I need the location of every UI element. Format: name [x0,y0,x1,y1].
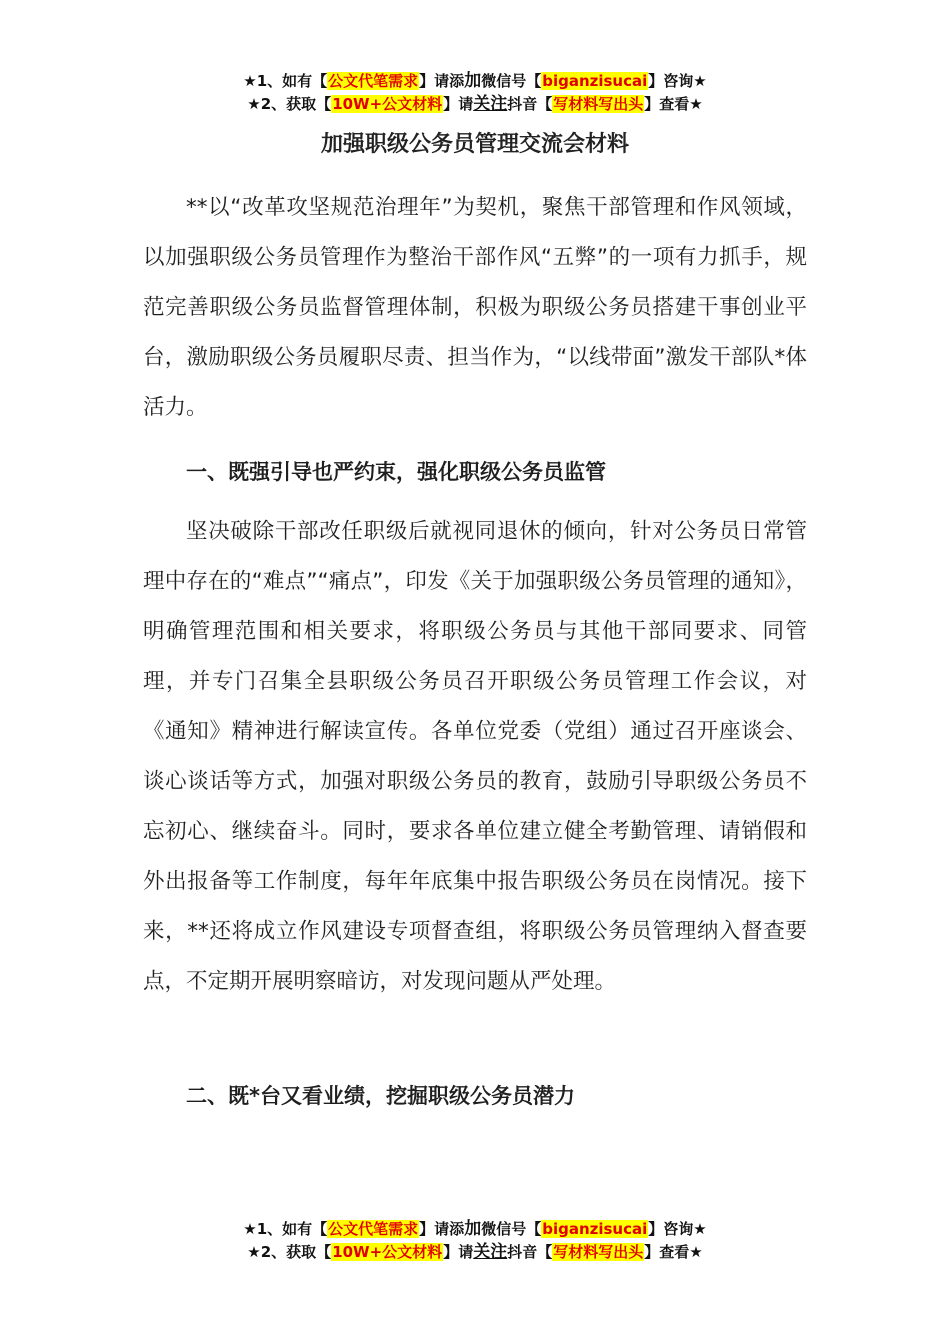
banner-text: ★2、获取【 [247,95,332,113]
bottom-banner [0,1218,950,1264]
banner-text: 抖音【 [507,95,553,113]
banner-text: 】请 [443,1243,474,1261]
banner-emphasis: 加 [464,1219,482,1239]
section-heading-1: 一、既强引导也严约束，强化职级公务员监管 [186,460,606,484]
banner-text: 】查看★ [644,1243,703,1261]
section-heading-2: 二、既*台又看业绩，挖掘职级公务员潜力 [186,1084,575,1108]
banner-line-2 [0,1241,950,1264]
banner-text: 微信号【 [481,1220,542,1238]
banner-line-1 [0,70,950,93]
document-title: 加强职级公务员管理交流会材料 [320,132,629,157]
banner-emphasis: 关注 [473,1242,508,1262]
banner-highlight: 公文代笔需求 [328,72,419,90]
banner-text: 】请添 [419,1220,465,1238]
banner-emphasis: 加 [464,71,482,91]
banner-text: ★1、如有【 [243,1220,328,1238]
top-banner [0,70,950,116]
banner-highlight: biganzisucai [542,72,648,90]
banner-line-2 [0,93,950,116]
banner-highlight: 10W+公文材料 [332,95,443,113]
paragraph-section-1: 坚决破除干部改任职级后就视同退休的倾向，针对公务员日常管理中存在的“难点”“痛点”，印发《关于加强职级公务员管理的通知》，明确管理范围和相关要求，将职级公务员与其他干部同要求、同管理，并专门召集全县职级公务员召开职级公务员管理工作会议，对《通知》精神进行解读宣传。各单位党委（党组）通过召开座谈会、谈心谈话等方式，加强对职级公务员的教育，鼓励引导职级公务员不忘初心、继续奋斗。同时，要求各单位建立健全考勤管理、请销假和外出报备等工作制度，每年年底集中报告职级公务员在岗情况。接下来，**还将成立作风建设专项督查组，将职级公务员管理纳入督查要点，不定期开展明察暗访，对发现问题从严处理。 [143,519,807,994]
banner-emphasis: 关注 [473,94,508,114]
banner-text: 】请 [443,95,474,113]
banner-highlight: 写材料写出头 [553,95,644,113]
banner-text: ★2、获取【 [247,1243,332,1261]
banner-text: 】请添 [419,72,465,90]
banner-line-1 [0,1218,950,1241]
banner-text: 】咨询★ [648,1220,707,1238]
banner-text: ★1、如有【 [243,72,328,90]
banner-highlight: 公文代笔需求 [328,1220,419,1238]
banner-highlight: biganzisucai [542,1220,648,1238]
banner-text: 】查看★ [644,95,703,113]
banner-highlight: 10W+公文材料 [332,1243,443,1261]
banner-text: 】咨询★ [648,72,707,90]
paragraph-intro: **以“改革攻坚规范治理年”为契机，聚焦干部管理和作风领域，以加强职级公务员管理作为整治干部作风“五弊”的一项有力抓手，规范完善职级公务员监督管理体制，积极为职级公务员搭建干事创业平台，激励职级公务员履职尽责、担当作为，“以线带面”激发干部队*体活力。 [143,195,807,420]
banner-text: 抖音【 [507,1243,553,1261]
banner-highlight: 写材料写出头 [553,1243,644,1261]
banner-text: 微信号【 [481,72,542,90]
